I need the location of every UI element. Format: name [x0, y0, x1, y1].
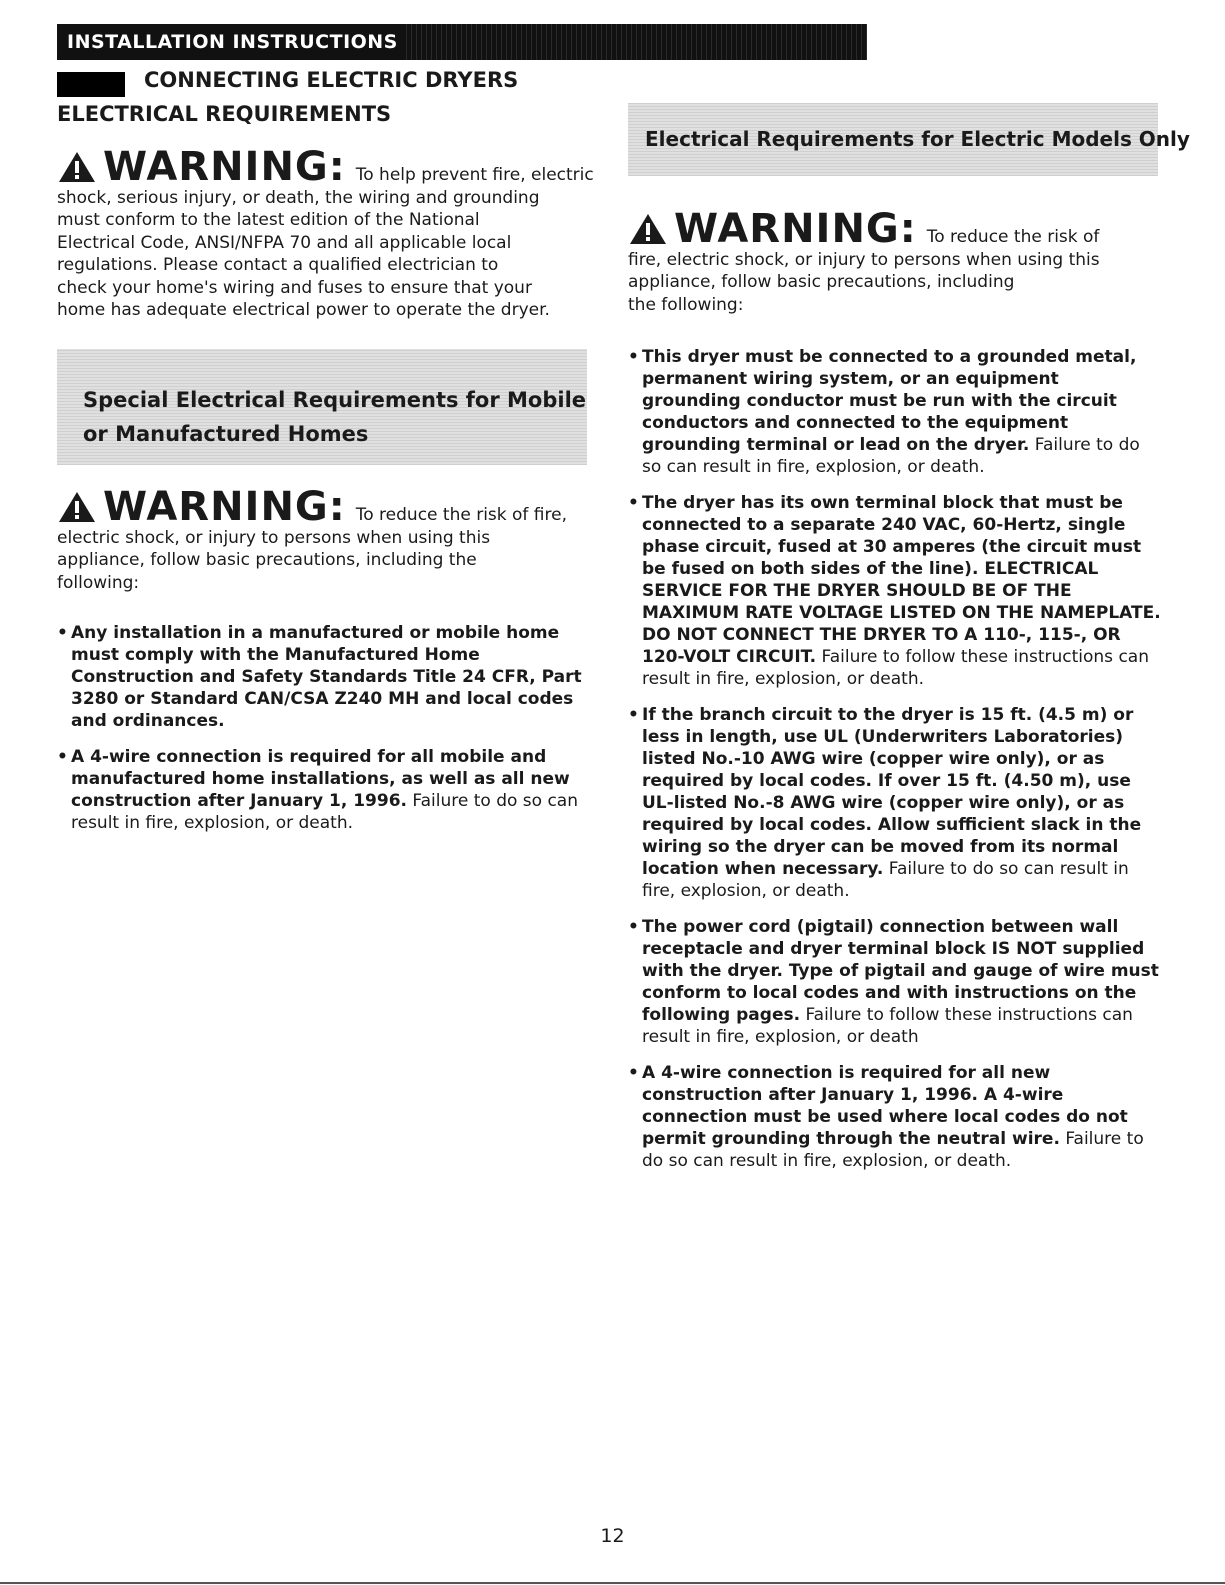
heading-line: or Manufactured Homes	[83, 422, 369, 446]
bullet-bold-text: The power cord (pigtail) connection between wall receptacle and dryer terminal block IS NOT supplied with the dryer. Type of pigtail and gauge of wire must conform to local codes and with instructions on the following pages.	[642, 917, 1159, 1025]
list-item: • The dryer has its own terminal block that must be connected to a separate 240 VAC, 60-Hertz, single phase circuit, fused at 30 amperes (the circuit must be fused on both sides of the line). ELECTRICAL SERVICE FOR THE DRYER SHOULD BE OF THE MAXIMUM RATE VOLTAGE LISTED ON THE NAMEPLATE. DO NOT CONNECT THE DRYER TO A 110-, 115-, OR 120-VOLT CIRCUIT. Failure to follow these instructions can result in fire, explosion, or death.	[628, 493, 1161, 689]
bullet-bold-text: This dryer must be connected to a grounded metal, permanent wiring system, or an equipment grounding conductor must be run with the circuit conductors and connected to the equipment grounding terminal or lead on the dryer.	[642, 347, 1137, 455]
bullet-bold-text: A 4-wire connection is required for all new construction after January 1, 1996. A 4-wire connection must be used where local codes do not permit grounding through the neutral wire.	[642, 1063, 1128, 1149]
bullet-bold-text: If the branch circuit to the dryer is 15 ft. (4.5 m) or less in length, use UL (Underwriters Laboratories) listed No.-10 AWG wire (copper wire only), or as required by local codes. If over 15 ft. (4.50 m), use UL-listed No.-8 AWG wire (copper wire only), or as required by local codes. Allow sufficient slack in the wiring so the dryer can be moved from its normal location when necessary.	[642, 705, 1142, 879]
warning-triangle-icon	[57, 150, 97, 184]
banner-label: INSTALLATION INSTRUCTIONS	[57, 24, 404, 60]
warning-body-line: Electrical Code, ANSI/NFPA 70 and all applicable local	[57, 232, 512, 253]
electric-requirements-list	[628, 346, 1163, 1186]
warning-body-line: the following:	[628, 294, 744, 315]
warning-body-line: electric shock, or injury to persons when using this	[57, 527, 491, 548]
warning-body-line: following:	[57, 572, 140, 593]
section-title: CONNECTING ELECTRIC DRYERS	[144, 68, 519, 92]
warning-body-line: shock, serious injury, or death, the wiring and grounding	[57, 187, 540, 208]
warning-body-line: regulations. Please contact a qualified electrician to	[57, 255, 499, 275]
list-item: • If the branch circuit to the dryer is 15 ft. (4.5 m) or less in length, use UL (Underwriters Laboratories) listed No.-10 AWG wire (copper wire only), or as required by local codes. If over 15 ft. (4.50 m), use UL-listed No.-8 AWG wire (copper wire only), or as required by local codes. Allow sufficient slack in the wiring so the dryer can be moved from its normal location when necessary. Failure to do so can result in fire, explosion, or death.	[628, 705, 1142, 901]
list-item: • This dryer must be connected to a grounded metal, permanent wiring system, or an equipment grounding conductor must be run with the circuit conductors and connected to the equipment grounding terminal or lead on the dryer. Failure to do so can result in fire, explosion, or death.	[628, 347, 1140, 477]
bullet-text: Failure to follow these instructions can result in fire, explosion, or death	[642, 1005, 1133, 1047]
bullet-text: Failure to follow these instructions can result in fire, explosion, or death.	[642, 647, 1149, 689]
electric-models-heading: Electrical Requirements for Electric Models Only	[645, 127, 1190, 151]
bullet-bold-text: Any installation in a manufactured or mobile home must comply with the Manufactured Home Construction and Safety Standards Title 24 CFR, Part 3280 or Standard CAN/CSA Z240 MH and local codes and ordinances.	[71, 623, 582, 731]
bullet-text: Failure to do so can result in fire, explosion, or death.	[642, 859, 1129, 901]
warning-general	[57, 146, 597, 322]
heading-line: Special Electrical Requirements for Mobile	[83, 388, 587, 412]
warning-body-line: appliance, follow basic precautions, including	[628, 272, 1015, 292]
warning-mobile	[57, 486, 597, 594]
bullet-bold-text: The dryer has its own terminal block that must be connected to a separate 240 VAC, 60-Hertz, single phase circuit, fused at 30 amperes (the circuit must be fused on both sides of the line). ELECTRICAL SERVICE FOR THE DRYER SHOULD BE OF THE MAXIMUM RATE VOLTAGE LISTED ON THE NAMEPLATE. DO NOT CONNECT THE DRYER TO A 110-, 115-, OR 120-VOLT CIRCUIT.	[642, 493, 1161, 667]
page-bottom-rule	[0, 1582, 1225, 1584]
section-banner	[57, 24, 867, 60]
warning-body-line: home has adequate electrical power to operate the dryer.	[57, 300, 550, 320]
warning-body-line: appliance, follow basic precautions, including the	[57, 550, 477, 570]
warning-word: WARNING:	[674, 206, 917, 252]
mobile-homes-heading	[83, 383, 586, 451]
bullet-text: Failure to do so can result in fire, explosion, or death.	[71, 791, 578, 833]
warning-triangle-icon	[628, 212, 668, 246]
warning-triangle-icon	[57, 490, 97, 524]
warning-electric	[628, 208, 1168, 316]
warning-body-line: fire, electric shock, or injury to persons when using this	[628, 249, 1100, 270]
warning-word: WARNING:	[103, 144, 346, 190]
list-item: • Any installation in a manufactured or mobile home must comply with the Manufactured Home Construction and Safety Standards Title 24 CFR, Part 3280 or Standard CAN/CSA Z240 MH and local codes and ordinances.	[57, 623, 582, 731]
warning-lead: To help prevent fire, electric	[355, 165, 594, 185]
list-item: • A 4-wire connection is required for all new construction after January 1, 1996. A 4-wire connection must be used where local codes do not permit grounding through the neutral wire. Failure to do so can result in fire, explosion, or death.	[628, 1063, 1144, 1171]
bullet-text: Failure to do so can result in fire, explosion, or death.	[642, 435, 1140, 477]
warning-lead: To reduce the risk of	[926, 227, 1100, 247]
warning-word: WARNING:	[103, 484, 346, 530]
bullet-bold-text: A 4-wire connection is required for all mobile and manufactured home installations, as well as all new construction after January 1, 1996.	[71, 747, 570, 811]
electric-models-heading-box	[628, 103, 1190, 176]
bullet-text: Failure to do so can result in fire, explosion, or death.	[642, 1129, 1144, 1171]
warning-body-line: must conform to the latest edition of the National	[57, 210, 480, 230]
page-number: 12	[600, 1525, 625, 1547]
warning-lead: To reduce the risk of fire,	[355, 505, 567, 525]
list-item: • The power cord (pigtail) connection between wall receptacle and dryer terminal block IS NOT supplied with the dryer. Type of pigtail and gauge of wire must conform to local codes and with instructions on the following pages. Failure to follow these instructions can result in fire, explosion, or death	[628, 917, 1159, 1047]
mobile-requirements-list	[57, 622, 592, 848]
title-marker-block	[57, 72, 125, 97]
mobile-homes-heading-box	[57, 349, 587, 465]
warning-body-line: check your home's wiring and fuses to ensure that your	[57, 277, 532, 298]
subsection-title: ELECTRICAL REQUIREMENTS	[57, 102, 392, 126]
list-item: • A 4-wire connection is required for all mobile and manufactured home installations, as well as all new construction after January 1, 1996. Failure to do so can result in fire, explosion, or death.	[57, 747, 578, 833]
